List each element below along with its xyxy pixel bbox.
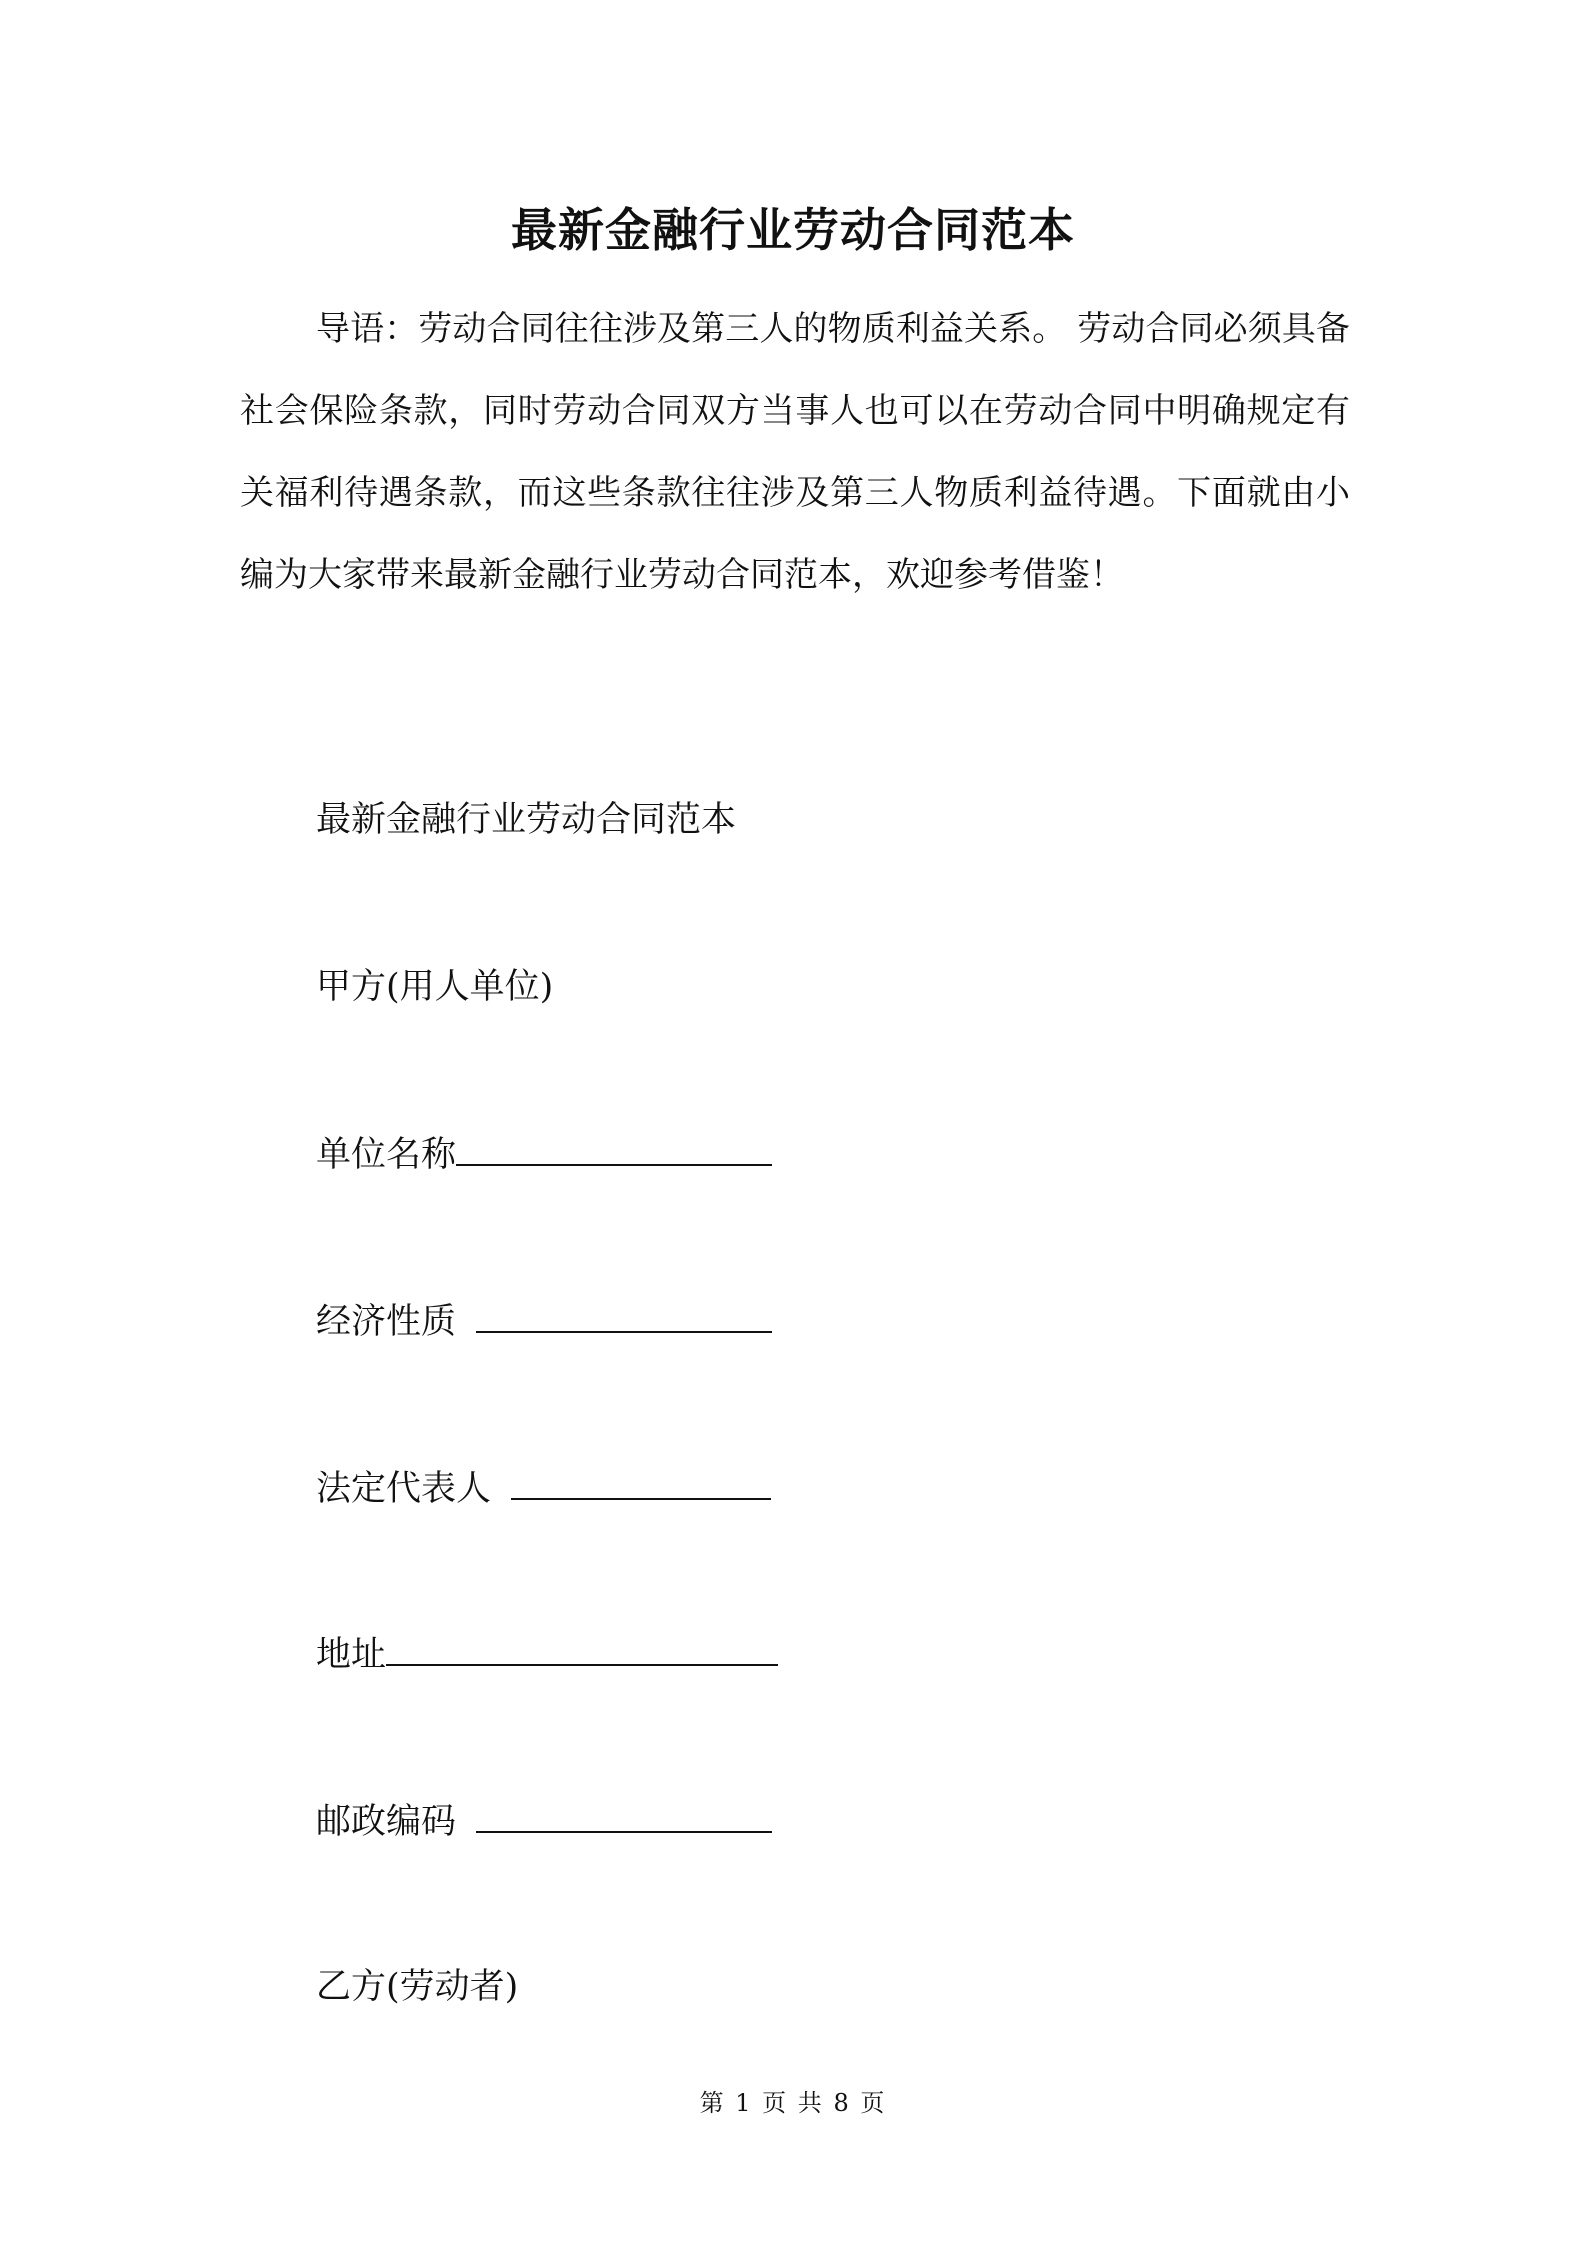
legal-rep-field[interactable] (316, 1462, 771, 1514)
address-blank[interactable] (386, 1628, 778, 1666)
unit-name-field[interactable] (316, 1128, 772, 1180)
address-field[interactable] (316, 1628, 778, 1680)
party-b-heading: 乙方(劳动者) (316, 1967, 519, 2007)
postal-code-blank[interactable] (476, 1795, 772, 1833)
postal-code-field[interactable] (316, 1795, 772, 1847)
economic-nature-blank[interactable] (476, 1295, 772, 1333)
unit-name-label: 单位名称 (316, 1135, 457, 1175)
page-number-footer: 第 1 页 共 8 页 (699, 2089, 887, 2117)
legal-rep-blank[interactable] (511, 1462, 771, 1500)
contract-subtitle: 最新金融行业劳动合同范本 (316, 800, 737, 840)
document-title: 最新金融行业劳动合同范本 (511, 203, 1075, 257)
legal-rep-label: 法定代表人 (316, 1469, 492, 1509)
unit-name-blank[interactable] (456, 1128, 772, 1166)
economic-nature-field[interactable] (316, 1295, 772, 1347)
party-a-heading: 甲方(用人单位) (316, 967, 554, 1007)
economic-nature-label: 经济性质 (316, 1302, 457, 1342)
postal-code-label: 邮政编码 (316, 1802, 457, 1842)
address-label: 地址 (316, 1635, 387, 1675)
intro-paragraph: 导语：劳动合同往往涉及第三人的物质利益关系。 劳动合同必须具备社会保险条款，同时劳动合同双方当事人也可以在劳动合同中明确规定有关福利待遇条款，而这些条款往往涉及第三人物质利益待遇。下面就由小编为大家带来最新金融行业劳动合同范本，欢迎参考借鉴！ (240, 309, 1350, 595)
